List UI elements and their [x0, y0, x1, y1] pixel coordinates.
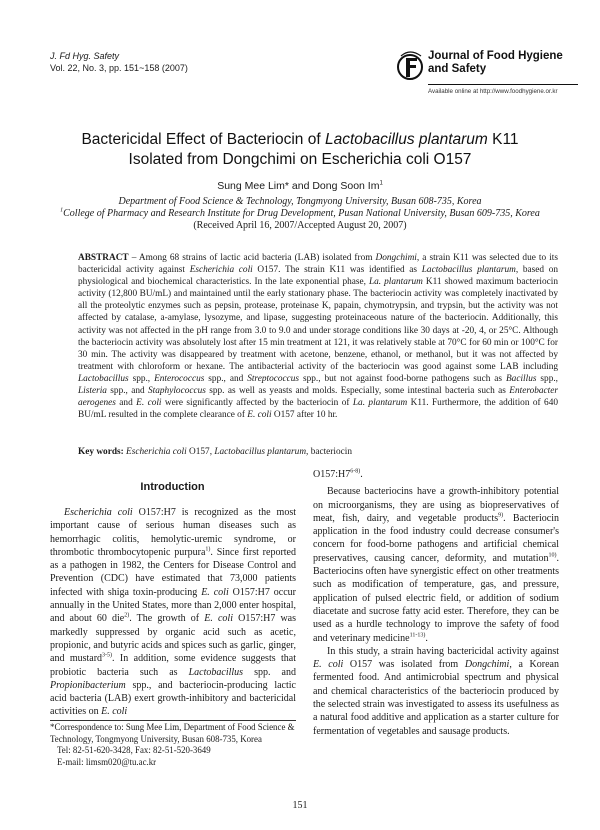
correspondence-footnote: [50, 722, 296, 768]
journal-url[interactable]: Available online at http://www.foodhygiene.or.kr: [428, 88, 558, 95]
section-heading-introduction: Introduction: [140, 481, 205, 493]
right-column-body: [313, 468, 559, 738]
abstract-label: ABSTRACT: [78, 253, 129, 263]
footnote-phone: Tel: 82-51-620-3428, Fax: 82-51-520-3649: [57, 745, 211, 756]
author-1: Sung Mee Lim*: [217, 180, 289, 192]
journal-emblem-icon: [397, 50, 425, 86]
journal-abbrev: J. Fd Hyg. Safety: [50, 51, 120, 61]
keywords-label: Key words:: [78, 447, 124, 457]
journal-reference: [50, 50, 188, 74]
journal-name: [428, 50, 563, 76]
affiliation-1: Department of Food Science & Technology, Tongmyong University, Busan 608-735, Korea: [118, 196, 482, 207]
journal-volume: Vol. 22, No. 3, pp. 151~158 (2007): [50, 63, 188, 73]
received-dates: (Received April 16, 2007/Accepted August 20, 2007): [193, 220, 407, 231]
page-number: 151: [292, 800, 308, 811]
keywords: Key words: Escherichia coli O157, Lactobacillus plantarum, bacteriocin: [78, 447, 352, 457]
affiliation-2: $^1$College of Pharmacy and Research Institute for Drug Development, Pusan National University, Busan 609-735, Korea: [60, 207, 540, 219]
left-column-body: [50, 506, 296, 719]
author-list: Sung Mee Lim* and Dong Soon Im$^1$: [217, 180, 383, 192]
intro-paragraph-2: Because bacteriocins have a growth-inhibitory potential on microorganisms, they are using as biopreservatives of meat, fish, dairy, and vegetable products$^{9)}$. Bacteriocin application in the food industry could decrease consumer's concern for food-borne pathogens and artificial chemical preservatives, causing cancer, deformity, and mutation$^{10)}$. Bacteriocins often have synergistic effect on other treatments such as modification of temperature, gas, and pressure, application of pulsed electric field, or addition of sodium diacetate and sucrose fatty acid ester. Therefore, they can be used as a hurdle technology to improve the safety of food and veterinary medicine$^{11-13)}$.: [313, 486, 559, 644]
affiliations: [30, 196, 570, 232]
abstract: ABSTRACT – Among 68 strains of lactic acid bacteria (LAB) isolated from Dongchimi, a strain K11 was selected due to its bactericidal activity against Escherichia coli O157. The strain K11 was identified as Lactobacillus plantarum, based on physiological and biochemical characteristics. In the late exponential phase, La. plantarum K11 showed maximum bacteriocin activity (12,800 BU/mL) and maintained until the early stationary phase. The bacteriocin activity was completely inactivated by all the proteolytic enzymes such as pepsin, protease, proteinase K, papain, chymotrypsin, and trypsin, but the activity was not affected by catalase, a-amylase, lysozyme, and lipase, suggesting proteinaceous nature of the bacteriocin. Additionally, this activity was not affected in the pH range from 3.0 to 9.0 and under storage conditions like 30 days at -20, 4, or 25°C. Although the bacteriocin activity was absolutely lost after 15 min treatment at 121, it was relatively stable at 70°C for 60 min or 100°C for 30 min. The activity was disappeared by treatment with acetone, benzene, ethanol, or methanol, but it was not affected by treatment with chloroform or hexane. The antibacterial activity of the bacteriocin was good against some LAB including Lactobacillus spp., Enterococcus spp., and Streptococcus spp., but not against food-borne pathogens such as Bacillus spp., Listeria spp., and Staphylococcus spp. as well as yeasts and molds. Especially, some intestinal bacteria such as Enterobacter aerogenes and E. coli were significantly affected by the bacteriocin of La. plantarum K11. Furthermore, the addition of 640 BU/mL resulted in the complete clearance of E. coli O157 after 10 hr.: [78, 253, 559, 421]
author-2: Dong Soon Im: [312, 180, 380, 192]
footnote-divider: [50, 720, 296, 721]
footnote-correspondence: *Correspondence to: Sung Mee Lim, Department of Food Science & Technology, Tongmyong University, Busan 608-735, Korea: [50, 722, 295, 744]
journal-name-line2: and Safety: [428, 63, 487, 75]
paper-title: [40, 130, 560, 170]
title-line2: Isolated from Dongchimi on Escherichia coli O157: [128, 151, 472, 168]
continued-text: O157:H7$^{6-8)}$.: [313, 468, 363, 480]
logo-divider: [428, 84, 578, 85]
footnote-email[interactable]: E-mail: limsm020@tu.ac.kr: [57, 756, 157, 767]
title-line1: Bactericidal Effect of Bacteriocin of Lactobacillus plantarum K11: [81, 131, 519, 148]
journal-logo: [397, 48, 577, 100]
intro-paragraph-1: Escherichia coli O157:H7 is recognized as the most important cause of serious human diseases such as hemorrhagic colitis, hemolytic-uremic syndrome, or thrombotic thrombocytopenic purpura$^{1)}$. Since first reported as a pathogen in 1982, the Centers for Disease Control and Prevention (CDC) have estimated that 73,000 patients infected with shiga toxin-producing E. coli O157:H7 occur annually in the United States, more than 2,000 enter hospital, and about 60 die$^{2)}$. The growth of E. coli O157:H7 was markedly suppressed by organic acid such as acetic, propionic, and butyric acids and spices such as garlic, ginger, and mustard$^{3-5)}$. In addition, some evidence suggests that probiotic bacteria such as Lactobacillus spp. and Propionibacterium spp., and bacteriocin-producing lactic acid bacteria (LAB) exert growth-inhibitory and bactericidal activities on E. coli: [50, 507, 296, 718]
intro-paragraph-3: In this study, a strain having bactericidal activity against E. coli O157 was isolated from Dongchimi, a Korean fermented food. And antimicrobial spectrum and physical and chemical characteristics of the bacteriocin produced by the selected strain was investigated to assess its usefulness as a natural food additive and application as a starter culture for fermentation of vegetables and sausage products.: [313, 645, 559, 737]
journal-name-line1: Journal of Food Hygiene: [428, 50, 563, 62]
